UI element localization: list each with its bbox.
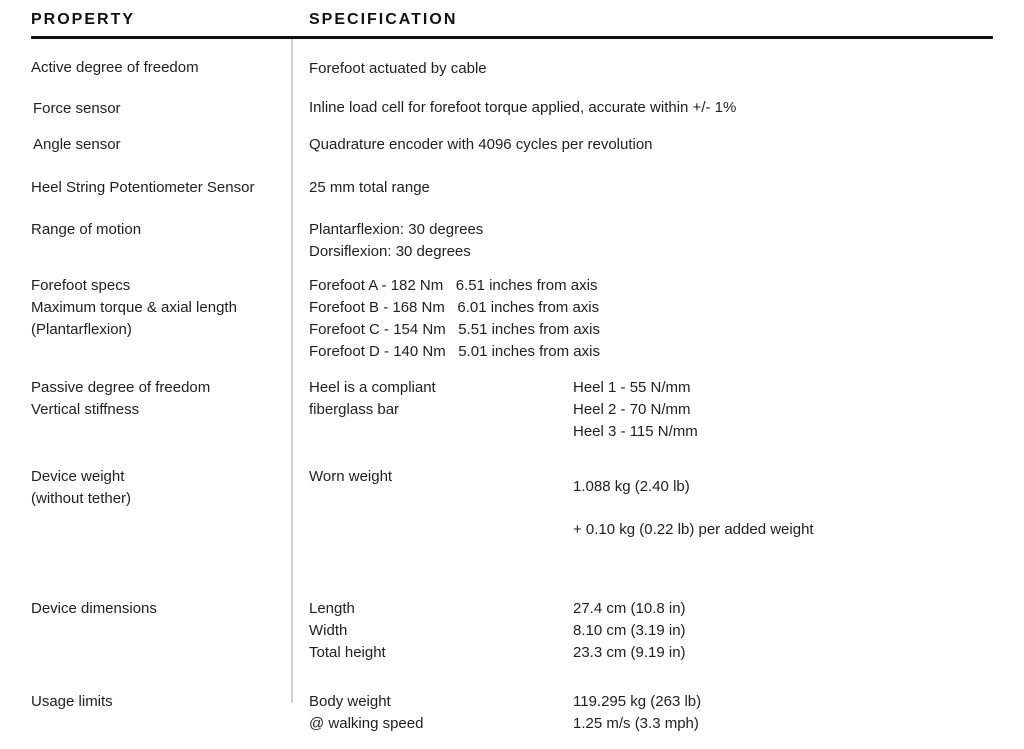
- spec-body-weight: Body weight: [309, 693, 391, 710]
- value-total-height: 23.3 cm (9.19 in): [573, 644, 686, 661]
- spec-walking-speed: @ walking speed: [309, 715, 424, 732]
- property-heel-string-sensor: Heel String Potentiometer Sensor: [31, 179, 255, 196]
- spec-forefoot-b: Forefoot B - 168 Nm 6.01 inches from axis: [309, 299, 600, 316]
- property-column-header: PROPERTY: [31, 11, 136, 28]
- spec-force-sensor: Inline load cell for forefoot torque applied, accurate within +/- 1%: [309, 99, 737, 116]
- property-usage-limits: Usage limits: [31, 693, 113, 710]
- property-active-dof: Active degree of freedom: [31, 59, 199, 76]
- spec-forefoot-d: Forefoot D - 140 Nm 5.01 inches from axis: [309, 343, 600, 360]
- spec-fiberglass-bar: fiberglass bar: [309, 401, 400, 418]
- property-angle-sensor: Angle sensor: [33, 136, 121, 153]
- value-worn-weight: 1.088 kg (2.40 lb): [573, 478, 690, 495]
- property-force-sensor: Force sensor: [33, 100, 121, 117]
- value-heel-2: Heel 2 - 70 N/mm: [573, 401, 691, 418]
- value-length: 27.4 cm (10.8 in): [573, 600, 686, 617]
- property-device-dimensions: Device dimensions: [31, 600, 157, 617]
- property-forefoot-plantarflexion: (Plantarflexion): [31, 321, 132, 338]
- value-walking-speed: 1.25 m/s (3.3 mph): [573, 715, 699, 732]
- spec-width: Width: [309, 622, 348, 639]
- spec-forefoot-c: Forefoot C - 154 Nm 5.51 inches from axis: [309, 321, 600, 338]
- property-passive-dof: Passive degree of freedom: [31, 379, 211, 396]
- value-heel-3: Heel 3 - 115 N/mm: [573, 423, 698, 440]
- property-range-of-motion: Range of motion: [31, 221, 142, 238]
- property-device-weight: Device weight: [31, 468, 125, 485]
- spec-heel-compliant: Heel is a compliant: [309, 379, 436, 396]
- spec-worn-weight: Worn weight: [309, 468, 393, 485]
- specification-column-header: SPECIFICATION: [309, 11, 458, 28]
- value-width: 8.10 cm (3.19 in): [573, 622, 686, 639]
- property-vertical-stiffness: Vertical stiffness: [31, 401, 140, 418]
- spec-plantarflexion: Plantarflexion: 30 degrees: [309, 221, 484, 238]
- spec-heel-string-sensor: 25 mm total range: [309, 179, 430, 196]
- property-forefoot-specs: Forefoot specs: [31, 277, 131, 294]
- property-forefoot-torque: Maximum torque & axial length: [31, 299, 237, 316]
- value-heel-1: Heel 1 - 55 N/mm: [573, 379, 691, 396]
- spec-length: Length: [309, 600, 355, 617]
- spec-dorsiflexion: Dorsiflexion: 30 degrees: [309, 243, 471, 260]
- spec-total-height: Total height: [309, 644, 386, 661]
- spec-active-dof: Forefoot actuated by cable: [309, 60, 487, 77]
- value-body-weight: 119.295 kg (263 lb): [573, 693, 702, 710]
- value-added-weight: + 0.10 kg (0.22 lb) per added weight: [573, 521, 814, 538]
- header-divider: [31, 36, 993, 39]
- spec-forefoot-a: Forefoot A - 182 Nm 6.51 inches from axis: [309, 277, 598, 294]
- column-divider: [291, 39, 293, 703]
- property-without-tether: (without tether): [31, 490, 132, 507]
- spec-angle-sensor: Quadrature encoder with 4096 cycles per revolution: [309, 136, 653, 153]
